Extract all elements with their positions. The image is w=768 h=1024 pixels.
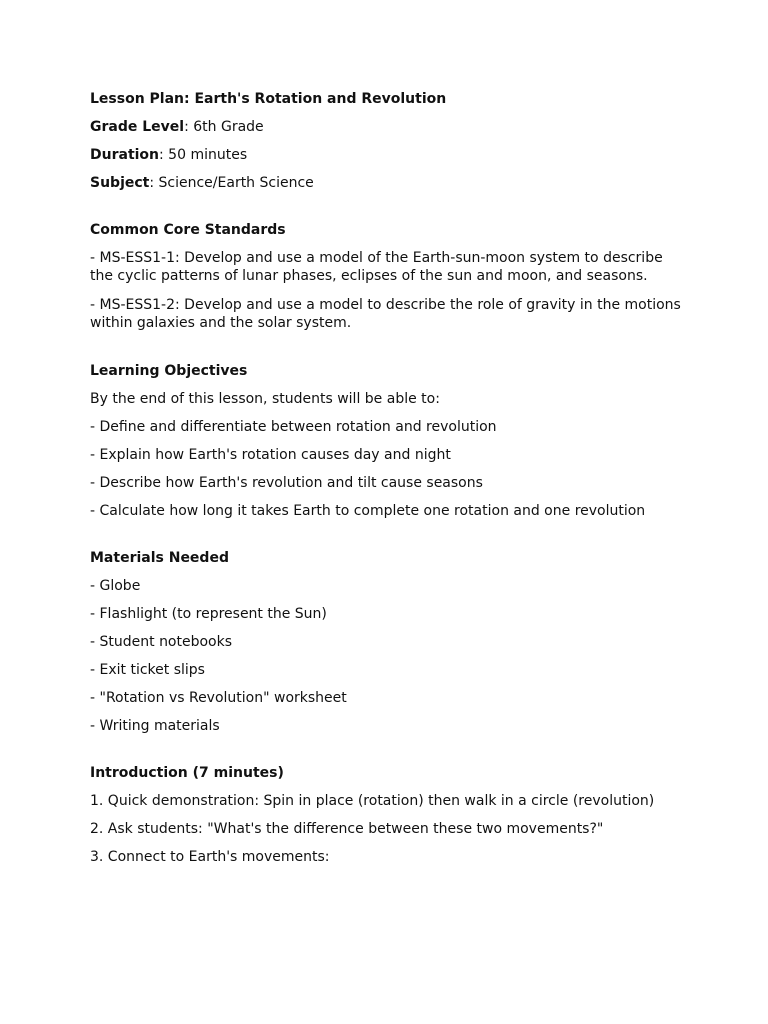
section-spacer bbox=[90, 343, 690, 362]
material-item: - Flashlight (to represent the Sun) bbox=[90, 606, 327, 622]
objective-item: - Define and differentiate between rotation and revolution bbox=[90, 419, 497, 435]
materials-heading: Materials Needed bbox=[90, 550, 229, 566]
material-item: - Writing materials bbox=[90, 718, 220, 734]
introduction-step: 3. Connect to Earth's movements: bbox=[90, 849, 330, 865]
document-page bbox=[90, 90, 690, 876]
section-spacer bbox=[90, 530, 690, 549]
introduction-step: 2. Ask students: "What's the difference between these two movements?" bbox=[90, 821, 604, 837]
grade-level-line bbox=[90, 118, 690, 136]
duration-line bbox=[90, 146, 690, 164]
material-item: - Student notebooks bbox=[90, 634, 233, 650]
material-item: - Exit ticket slips bbox=[90, 662, 205, 678]
grade-level-value: : 6th Grade bbox=[184, 119, 264, 135]
standards-heading: Common Core Standards bbox=[90, 222, 286, 238]
material-item: - "Rotation vs Revolution" worksheet bbox=[90, 690, 347, 706]
section-spacer bbox=[90, 202, 690, 221]
section-spacer bbox=[90, 745, 690, 764]
objective-item: - Calculate how long it takes Earth to complete one rotation and one revolution bbox=[90, 503, 646, 519]
material-item: - Globe bbox=[90, 578, 141, 594]
duration-label: Duration bbox=[90, 147, 160, 163]
objectives-heading: Learning Objectives bbox=[90, 363, 248, 379]
standard-item: - MS-ESS1-2: Develop and use a model to describe the role of gravity in the motions within galaxies and the solar system. bbox=[90, 297, 681, 331]
grade-level-label: Grade Level bbox=[90, 119, 185, 135]
duration-value: : 50 minutes bbox=[159, 147, 248, 163]
objective-item: - Explain how Earth's rotation causes day and night bbox=[90, 447, 451, 463]
subject-line bbox=[90, 174, 690, 192]
introduction-step: 1. Quick demonstration: Spin in place (rotation) then walk in a circle (revolution) bbox=[90, 793, 655, 809]
objectives-intro: By the end of this lesson, students will be able to: bbox=[90, 391, 440, 407]
subject-value: : Science/Earth Science bbox=[149, 175, 314, 191]
objective-item: - Describe how Earth's revolution and tilt cause seasons bbox=[90, 475, 483, 491]
introduction-heading: Introduction (7 minutes) bbox=[90, 765, 284, 781]
document-title: Lesson Plan: Earth's Rotation and Revolution bbox=[90, 91, 447, 107]
subject-label: Subject bbox=[90, 175, 150, 191]
standard-item: - MS-ESS1-1: Develop and use a model of the Earth-sun-moon system to describe the cyclic patterns of lunar phases, eclipses of the sun and moon, and seasons. bbox=[90, 250, 663, 284]
